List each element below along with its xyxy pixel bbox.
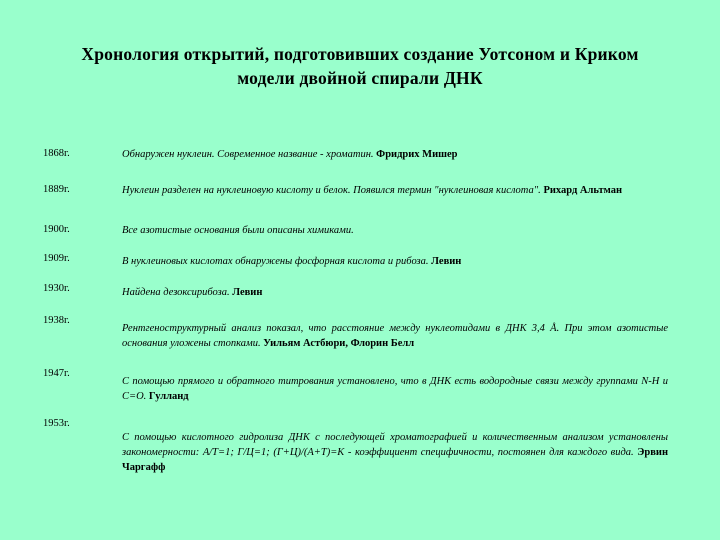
entry-author: Рихард Альтман [543, 185, 623, 196]
entry-author: Левин [431, 256, 462, 267]
entry-text-1938 [122, 321, 668, 351]
entry-description: Нуклеин разделен на нуклеиновую кислоту и белок. Появился термин "нуклеиновая кислота". [122, 185, 541, 196]
entry-text-1900 [122, 223, 668, 238]
title-line-2: модели двойной спирали ДНК [237, 68, 483, 88]
entry-year-1909: 1909г. [43, 253, 70, 264]
entry-text-1953 [122, 430, 668, 475]
entry-year-1889: 1889г. [43, 184, 70, 195]
entry-author: Фридрих Мишер [376, 149, 458, 160]
entry-year-1900: 1900г. [43, 224, 70, 235]
entry-year-1868: 1868г. [43, 148, 70, 159]
entry-description: Рентгеноструктурный анализ показал, что расстояние между нуклеотидами в ДНК 3,4 Å. При этом азотистые основания уложены стопками. [122, 323, 668, 349]
entry-author: Эрвин Чаргафф [122, 447, 669, 473]
entry-author: Левин [232, 287, 263, 298]
entry-description: Все азотистые основания были описаны химиками. [122, 225, 354, 236]
entry-description: Обнаружен нуклеин. Современное название - хроматин. [122, 149, 374, 160]
title-line-1: Хронология открытий, подготовивших создание Уотсоном и Криком [81, 44, 639, 64]
entry-text-1909 [122, 254, 668, 269]
entry-description: С помощью прямого и обратного титрования установлено, что в ДНК есть водородные связи между группами N-H и С=О. [122, 376, 668, 402]
entry-year-1947: 1947г. [43, 368, 70, 379]
entry-text-1868 [122, 147, 668, 162]
entry-description: В нуклеиновых кислотах обнаружены фосфорная кислота и рибоза. [122, 256, 429, 267]
entry-year-1930: 1930г. [43, 283, 70, 294]
entry-year-1953: 1953г. [43, 418, 70, 429]
entry-description: Найдена дезоксирибоза. [122, 287, 230, 298]
entry-text-1889 [122, 183, 668, 198]
page-title [20, 42, 700, 90]
entry-author: Гулланд [148, 391, 189, 402]
entry-text-1930 [122, 285, 668, 300]
entry-year-1938: 1938г. [43, 315, 70, 326]
entry-author: Уильям Астбюри, Флорин Белл [263, 338, 415, 349]
entry-text-1947 [122, 374, 668, 404]
entry-description: С помощью кислотного гидролиза ДНК с последующей хроматографией и количественным анализом установлены закономерности: А/Т=1; Г/Ц=1; (Г+Ц)/(А+Т)=К - коэффициент специфичности, постоянен для каждого вида. [122, 432, 668, 458]
